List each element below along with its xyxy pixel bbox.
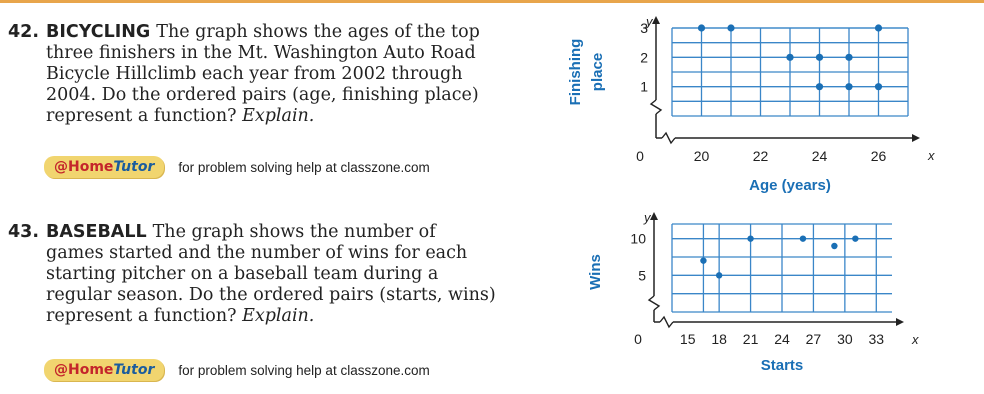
badge-tutor: Tutor [113, 159, 155, 175]
y-tick-label: 1 [640, 78, 648, 95]
y-axis-letter: y [646, 14, 653, 29]
x-axis-arrow [896, 318, 904, 326]
problem-42 [8, 22, 553, 127]
x-tick-label: 18 [711, 331, 727, 347]
problem-line: three finishers in the Mt. Washington Auto Road [46, 43, 476, 63]
y-axis-title: place [589, 52, 606, 92]
problem-text [8, 222, 553, 327]
hometutor-link[interactable] [44, 156, 430, 178]
chart-bicycling [560, 14, 935, 208]
data-point [786, 54, 793, 61]
data-point [698, 24, 705, 31]
x-tick-label: 33 [868, 331, 885, 347]
y-axis-title: Wins [587, 254, 604, 290]
x-axis-title: Starts [760, 357, 804, 374]
hometutor-badge[interactable] [44, 359, 164, 381]
chart-baseball [560, 210, 920, 385]
badge-home: @Home [54, 159, 114, 175]
problem-title: BICYCLING [46, 22, 151, 42]
x-axis-letter: x [928, 148, 935, 163]
x-axis-break [660, 317, 673, 327]
data-point [747, 235, 753, 241]
hometutor-badge[interactable] [44, 156, 164, 178]
y-axis-arrow [650, 212, 658, 220]
problem-line: represent a function? [46, 306, 237, 326]
problem-line: represent a function? [46, 106, 237, 126]
y-axis-arrow [652, 16, 660, 24]
x-axis-break [662, 133, 675, 143]
x-tick-label: 26 [870, 148, 887, 164]
hometutor-text: for problem solving help at classzone.com [178, 362, 430, 378]
y-axis-title: Finishing [567, 38, 584, 106]
badge-home: @Home [54, 362, 114, 378]
problem-line-last [8, 106, 553, 127]
x-axis-arrow [912, 134, 920, 142]
x-tick-label: 27 [805, 331, 822, 347]
y-axis-letter: y [644, 210, 651, 225]
data-point [852, 235, 858, 241]
problem-line: The graph shows the ages of the top [156, 22, 480, 42]
y-tick-label: 5 [638, 267, 646, 284]
data-point [875, 83, 882, 90]
data-point [845, 83, 852, 90]
x-axis-letter: x [912, 332, 919, 347]
y-tick-label: 3 [640, 20, 648, 36]
explain-word: Explain. [242, 306, 315, 326]
origin-label: 0 [636, 148, 644, 164]
problem-number: 43. [8, 222, 40, 242]
y-axis-break [651, 100, 661, 114]
y-axis-break [649, 296, 659, 310]
data-point [845, 54, 852, 61]
data-point [800, 235, 806, 241]
x-axis-title: Age (years) [749, 177, 831, 194]
data-point [816, 83, 823, 90]
problem-43 [8, 222, 553, 327]
badge-tutor: Tutor [113, 362, 155, 378]
problem-line: games started and the number of wins for each [46, 243, 468, 263]
x-tick-label: 15 [679, 331, 696, 347]
problem-line: Bicycle Hillclimb each year from 2002 through [46, 64, 463, 84]
x-tick-label: 22 [752, 148, 769, 164]
hometutor-text: for problem solving help at classzone.com [178, 159, 430, 175]
problem-line: regular season. Do the ordered pairs (starts, wins) [46, 285, 496, 305]
x-tick-label: 24 [811, 148, 828, 164]
x-tick-label: 21 [742, 331, 759, 347]
data-point [700, 257, 706, 263]
problem-title: BASEBALL [46, 222, 147, 242]
problem-line-last [8, 306, 553, 327]
data-point [716, 272, 722, 278]
x-tick-label: 20 [693, 148, 710, 164]
data-point [875, 24, 882, 31]
origin-label: 0 [634, 331, 642, 347]
explain-word: Explain. [242, 106, 315, 126]
data-point [816, 54, 823, 61]
data-point [831, 243, 837, 249]
problem-number: 42. [8, 22, 40, 42]
hometutor-link[interactable] [44, 359, 430, 381]
problem-text [8, 22, 553, 127]
y-tick-label: 10 [630, 230, 646, 247]
x-tick-label: 24 [774, 331, 790, 347]
problem-line: 2004. Do the ordered pairs (age, finishing place) [46, 85, 479, 105]
problem-line: The graph shows the number of [152, 222, 436, 242]
x-tick-label: 30 [837, 331, 853, 347]
y-tick-label: 2 [640, 49, 648, 66]
problem-line: starting pitcher on a baseball team during a [46, 264, 439, 284]
top-rule [0, 0, 984, 3]
data-point [727, 24, 734, 31]
